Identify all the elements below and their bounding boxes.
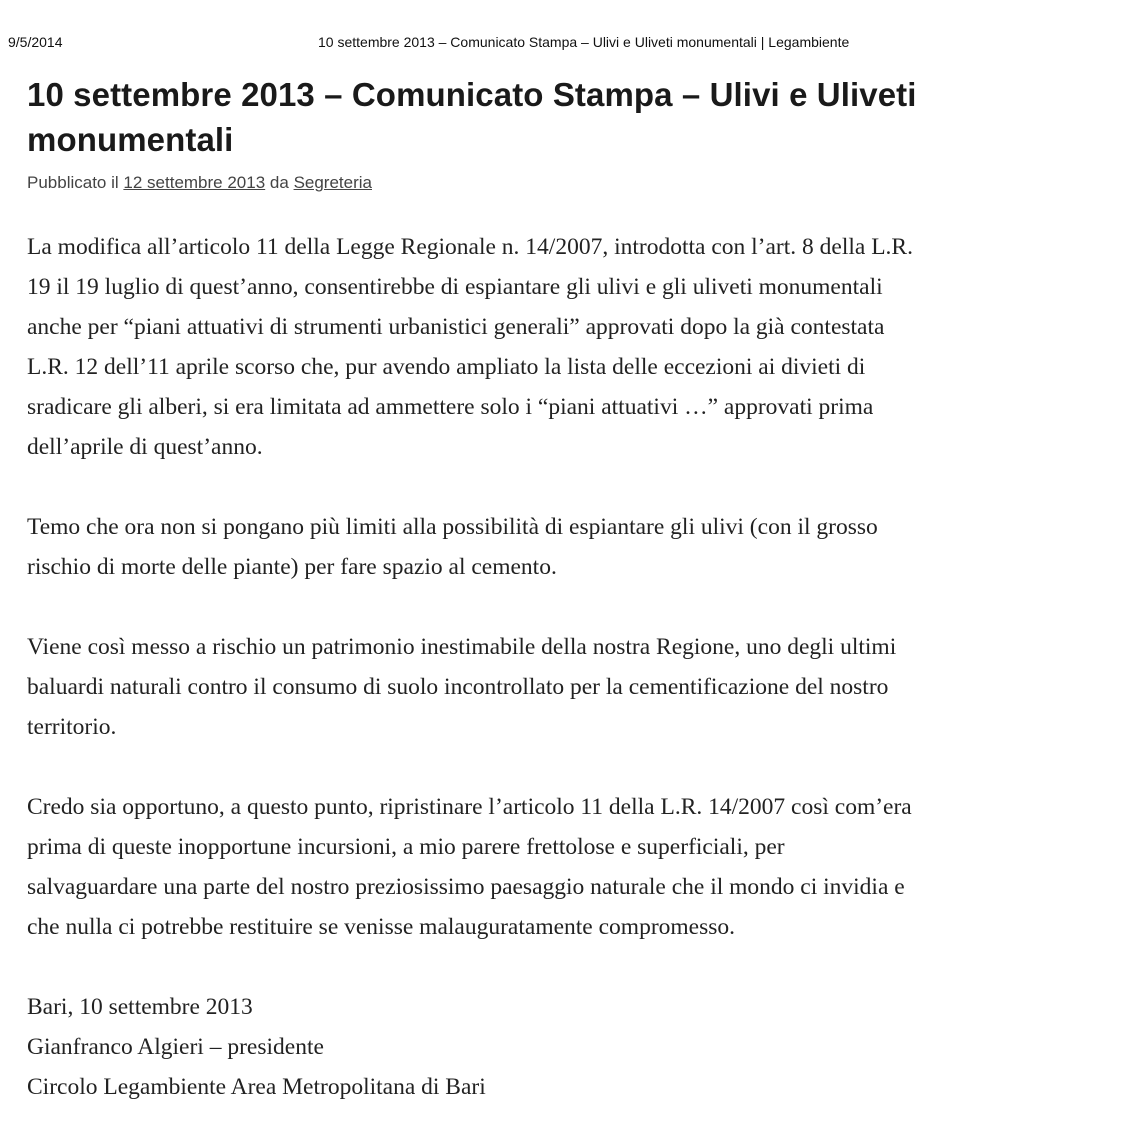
paragraph-line: Temo che ora non si pongano più limiti alla possibilità di espiantare gli ulivi (con il grosso: [27, 514, 878, 540]
body-paragraph: [27, 787, 1117, 947]
paragraph-line: L.R. 12 dell’11 aprile scorso che, pur avendo ampliato la lista delle eccezioni ai divieti di: [27, 354, 866, 380]
paragraph-line: salvaguardare una parte del nostro preziosissimo paesaggio naturale che il mondo ci invidia e: [27, 874, 905, 900]
author-prefix: da: [269, 173, 289, 192]
print-date: 9/5/2014: [8, 34, 63, 50]
paragraph-line: che nulla ci potrebbe restituire se venisse malauguratamente compromesso.: [27, 914, 736, 940]
publish-date-link[interactable]: 12 settembre 2013: [123, 173, 266, 192]
body-paragraph: [27, 507, 1117, 587]
paragraph-line: anche per “piani attuativi di strumenti urbanistici generali” approvati dopo la già contestata: [27, 314, 885, 340]
paragraph-line: dell’aprile di quest’anno.: [27, 434, 263, 460]
print-header: [0, 34, 1132, 52]
article-title-line: monumentali: [27, 121, 234, 158]
paragraph-line: Credo sia opportuno, a questo punto, ripristinare l’articolo 11 della L.R. 14/2007 così com’era: [27, 794, 912, 820]
body-paragraph: [27, 227, 1117, 467]
article-title: [27, 72, 1117, 162]
signature-place-date: Bari, 10 settembre 2013: [27, 994, 253, 1020]
body-paragraph: [27, 627, 1117, 747]
article: [27, 72, 1117, 1107]
paragraph-line: rischio di morte delle piante) per fare spazio al cemento.: [27, 554, 557, 580]
article-title-line: 10 settembre 2013 – Comunicato Stampa – Ulivi e Uliveti: [27, 76, 917, 113]
author-link[interactable]: Segreteria: [293, 173, 372, 192]
print-page-title: 10 settembre 2013 – Comunicato Stampa – Ulivi e Uliveti monumentali | Legambiente: [318, 34, 850, 50]
paragraph-line: Viene così messo a rischio un patrimonio inestimabile della nostra Regione, uno degli ultimi: [27, 634, 897, 660]
paragraph-line: sradicare gli alberi, si era limitata ad ammettere solo i “piani attuativi …” approvati prima: [27, 394, 874, 420]
paragraph-line: prima di queste inopportune incursioni, a mio parere frettolose e superficiali, per: [27, 834, 785, 860]
signature-author: Gianfranco Algieri – presidente: [27, 1034, 324, 1060]
paragraph-line: La modifica all’articolo 11 della Legge Regionale n. 14/2007, introdotta con l’art. 8 della L.R.: [27, 234, 913, 260]
article-body: [27, 227, 1117, 1107]
signature-block: [27, 987, 1117, 1107]
paragraph-line: territorio.: [27, 714, 117, 740]
signature-organization: Circolo Legambiente Area Metropolitana di Bari: [27, 1074, 486, 1100]
paragraph-line: 19 il 19 luglio di quest’anno, consentirebbe di espiantare gli ulivi e gli uliveti monumentali: [27, 274, 883, 300]
paragraph-line: baluardi naturali contro il consumo di suolo incontrollato per la cementificazione del nostro: [27, 674, 889, 700]
article-meta: [27, 172, 1117, 194]
published-prefix: Pubblicato il: [27, 173, 119, 192]
